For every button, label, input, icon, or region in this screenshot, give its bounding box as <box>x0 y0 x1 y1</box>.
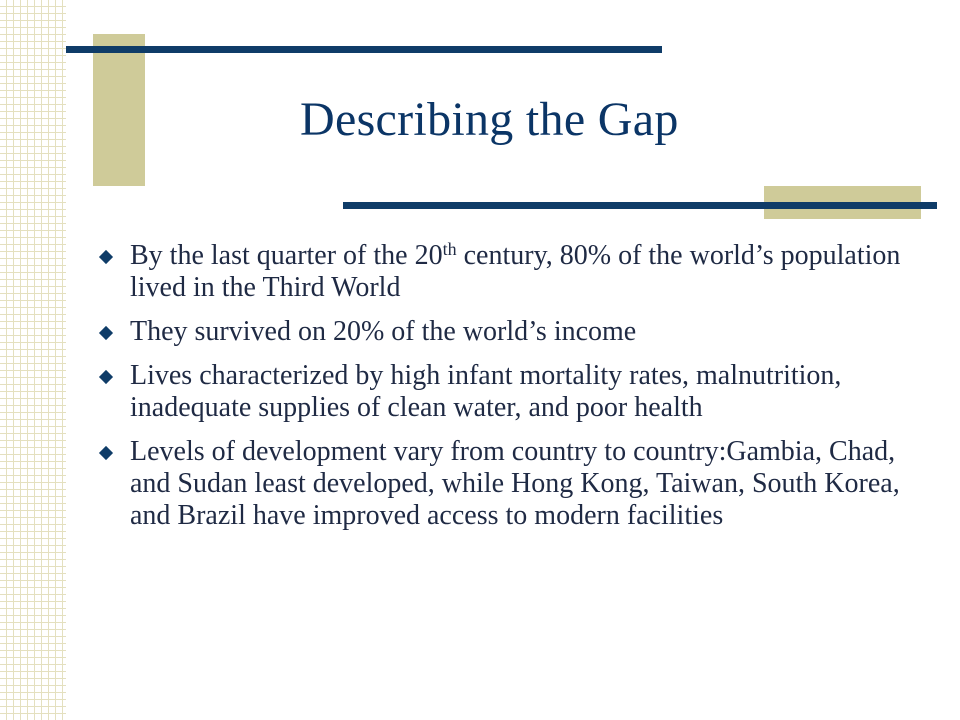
bullet-text: Lives characterized by high infant mortality rates, malnutrition, inadequate supplies of clean water, and poor health <box>130 360 842 423</box>
striped-border <box>0 0 66 720</box>
bullet-item <box>98 360 928 424</box>
bullet-item <box>98 240 928 304</box>
decorative-navy-line-bottom <box>343 202 937 209</box>
bullet-item <box>98 436 928 532</box>
diamond-bullet-icon <box>99 370 113 384</box>
bullet-text-part: By the last quarter of the 20 <box>130 240 443 271</box>
bullet-text: They survived on 20% of the world’s income <box>130 316 637 347</box>
ordinal-superscript: th <box>442 239 457 259</box>
decorative-navy-line-top <box>66 46 662 53</box>
bullet-list <box>98 240 928 544</box>
bullet-text: Levels of development vary from country to country:Gambia, Chad, and Sudan least developed, while Hong Kong, Taiwan, South Korea, and Brazil have improved access to modern facilities <box>130 436 900 531</box>
bullet-text <box>130 240 900 303</box>
decorative-tan-block-top <box>93 34 145 186</box>
diamond-bullet-icon <box>99 326 113 340</box>
diamond-bullet-icon <box>99 250 113 264</box>
slide-title: Describing the Gap <box>300 93 679 146</box>
bullet-item <box>98 316 928 348</box>
diamond-bullet-icon <box>99 446 113 460</box>
bullet-text-part: century, 80% of the world’s population lived in the Third World <box>130 240 901 303</box>
